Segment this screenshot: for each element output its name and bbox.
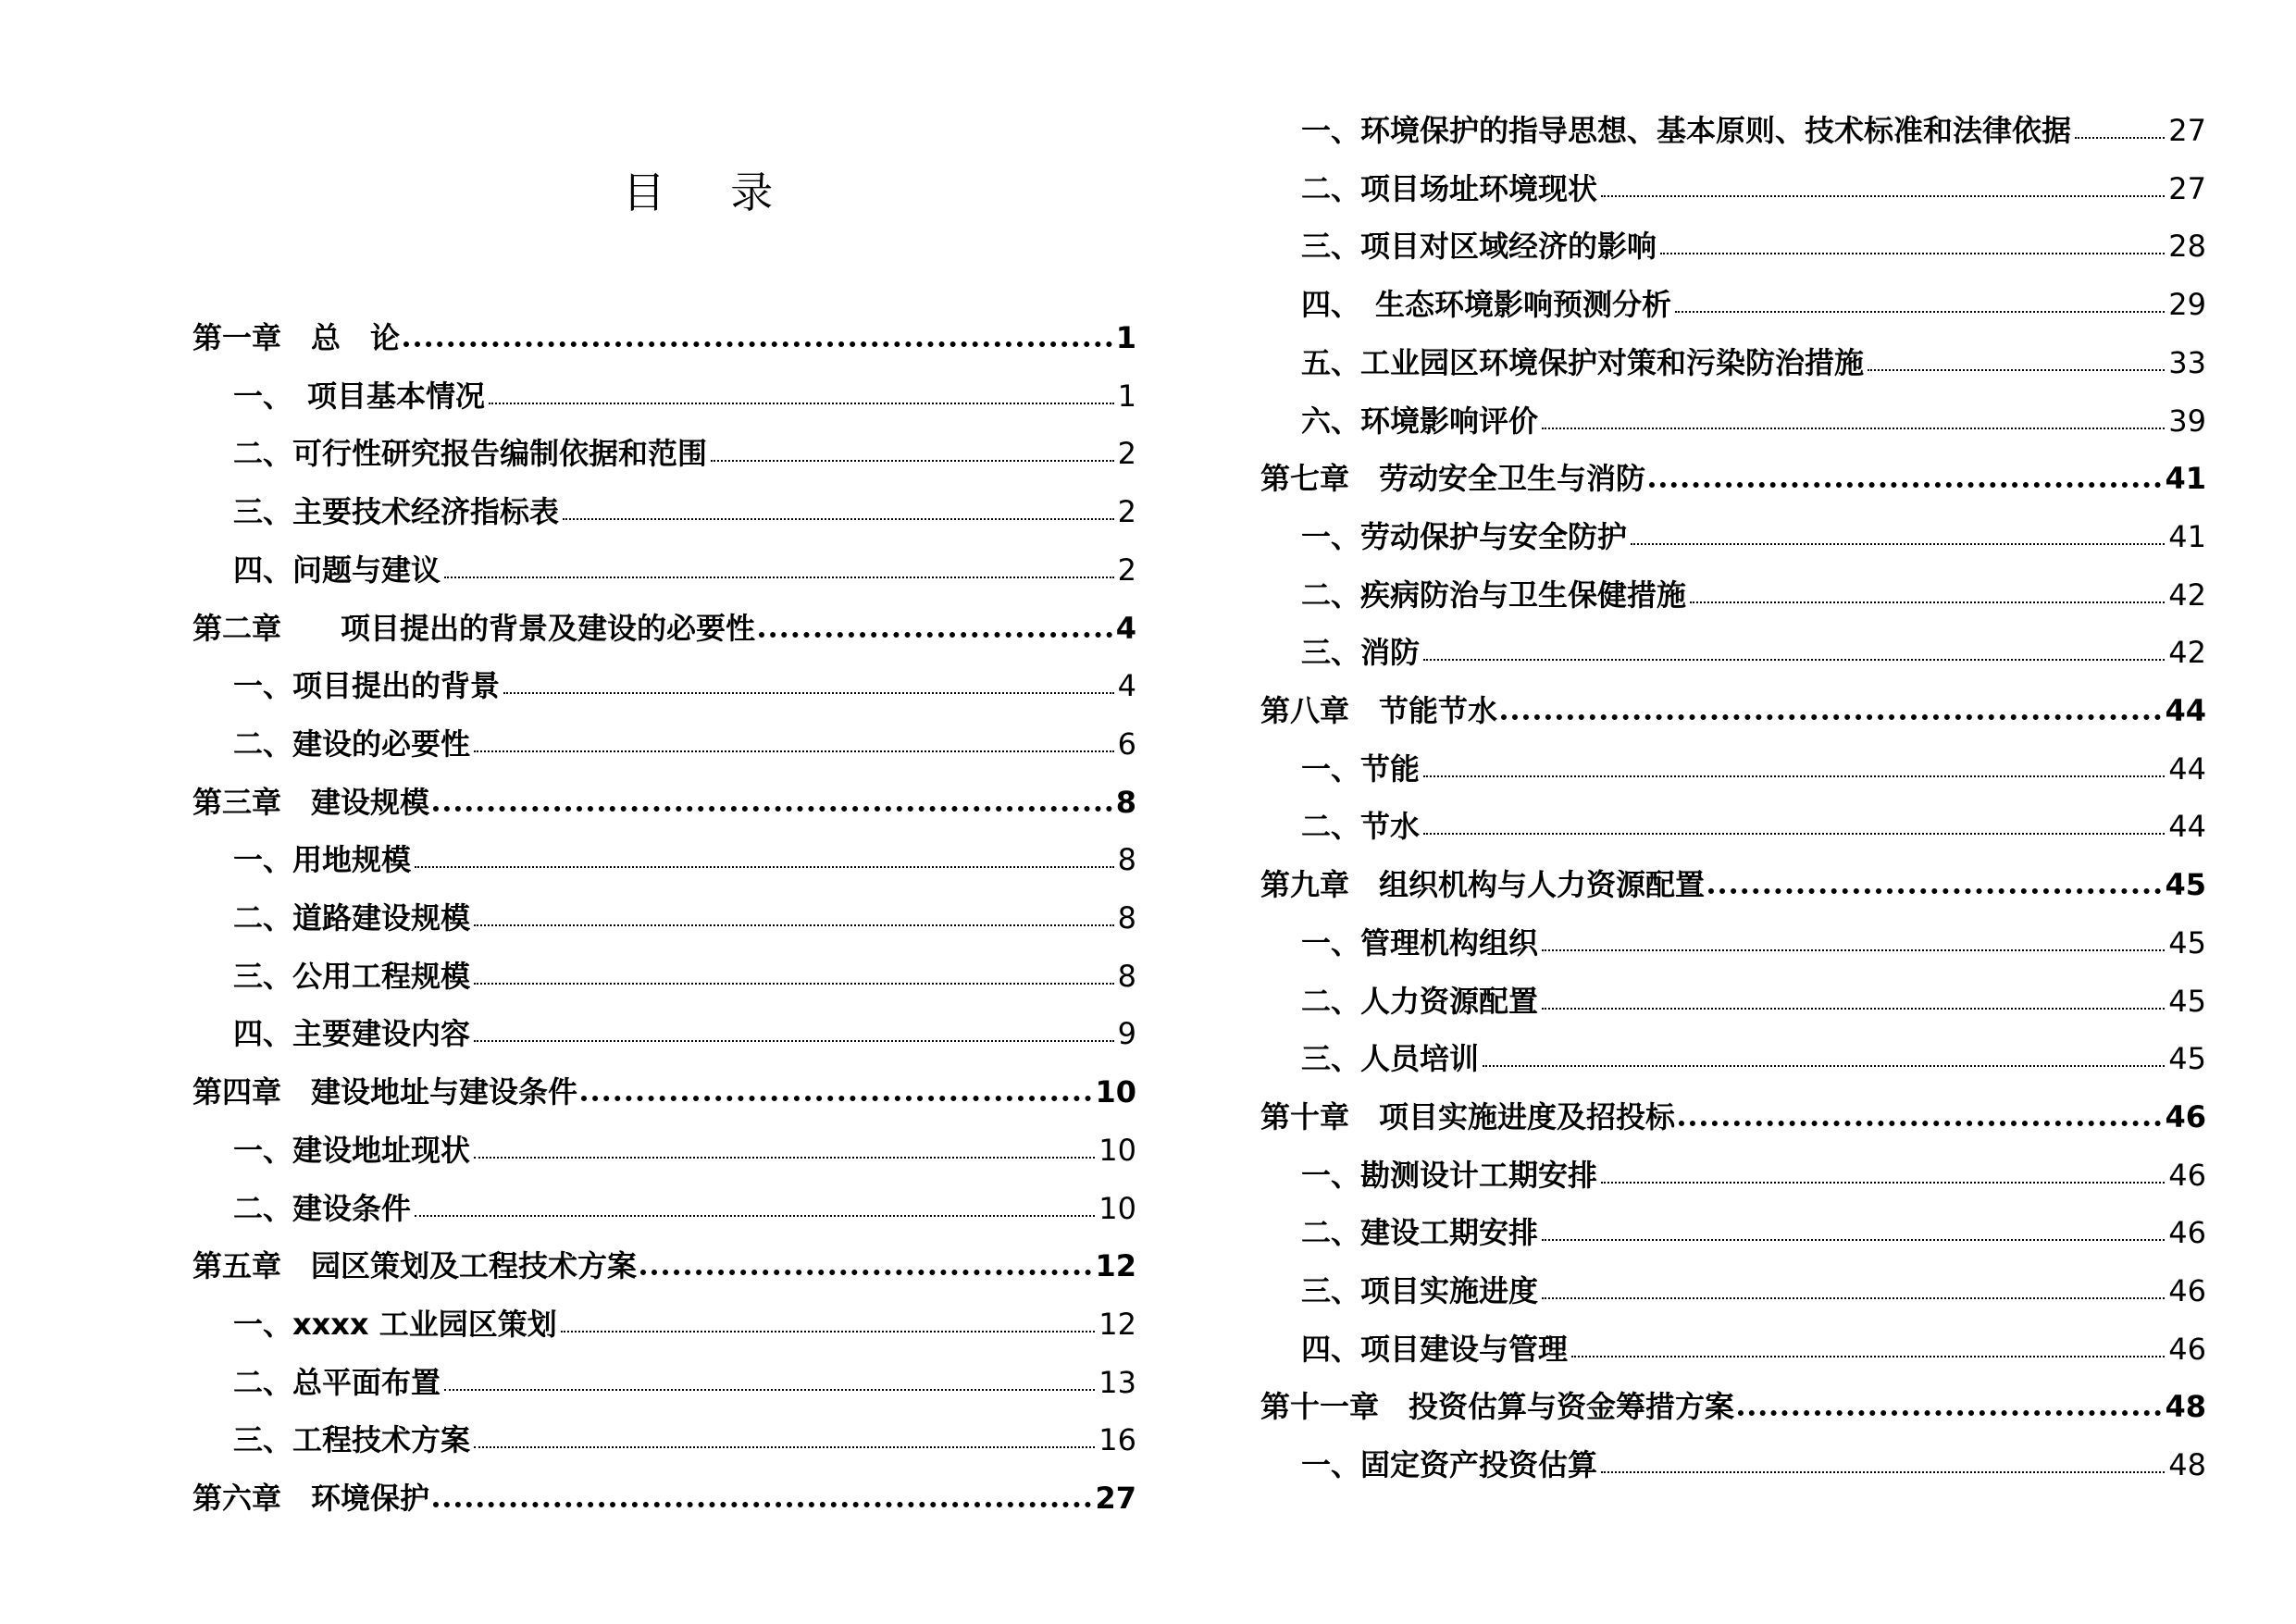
toc-page-number: 41: [2165, 461, 2206, 497]
toc-section-entry[interactable]: [1260, 1149, 2206, 1196]
toc-page-number: 1: [1115, 320, 1136, 355]
dot-leader: [1601, 195, 2165, 197]
dot-leader: [711, 460, 1114, 462]
toc-entry-title: 第五章 园区策划及工程技术方案: [192, 1248, 638, 1284]
dot-leader: [403, 341, 1112, 347]
toc-section-entry[interactable]: [1260, 975, 2206, 1022]
toc-page-number: 10: [1098, 1132, 1136, 1168]
dot-leader: [415, 866, 1114, 868]
toc-section-entry[interactable]: [1260, 395, 2206, 441]
toc-entry-title: 二、总平面布置: [233, 1364, 441, 1400]
toc-entry-title: 一、用地规模: [233, 842, 412, 878]
toc-section-entry[interactable]: [1260, 1033, 2206, 1079]
toc-chapter-entry[interactable]: [192, 1066, 1136, 1112]
toc-entry-title: 一、管理机构组织: [1301, 924, 1539, 961]
toc-section-entry[interactable]: [1260, 105, 2206, 151]
toc-entry-title: 第九章 组织机构与人力资源配置: [1260, 867, 1706, 903]
toc-page-number: 44: [2165, 693, 2206, 728]
toc-entry-title: 二、节水: [1301, 809, 1421, 845]
dot-leader: [1483, 1065, 2165, 1067]
dot-leader: [474, 1157, 1095, 1159]
dot-leader: [433, 1502, 1091, 1507]
dot-leader: [1571, 1356, 2165, 1357]
toc-section-entry[interactable]: [192, 1124, 1136, 1171]
dot-leader: [474, 750, 1114, 752]
toc-section-entry[interactable]: [192, 428, 1136, 474]
toc-entry-title: 第七章 劳动安全卫生与消防: [1260, 461, 1646, 497]
dot-leader: [474, 1446, 1095, 1448]
dot-leader: [415, 1215, 1095, 1217]
toc-entry-title: 一、劳动保护与安全防护: [1301, 518, 1628, 554]
toc-page-number: 2: [1117, 552, 1136, 588]
toc-section-entry[interactable]: [1260, 163, 2206, 209]
toc-entry-title: 二、建设工期安排: [1301, 1215, 1539, 1251]
dot-leader: [1542, 1239, 2165, 1241]
toc-section-entry[interactable]: [1260, 337, 2206, 383]
toc-entry-title: 一、项目提出的背景: [233, 668, 501, 704]
dot-leader: [1690, 601, 2165, 603]
toc-section-entry[interactable]: [192, 950, 1136, 997]
toc-page-number: 29: [2168, 287, 2206, 323]
toc-entry-title: 第八章 节能节水: [1260, 693, 1498, 728]
toc-section-entry[interactable]: [1260, 743, 2206, 789]
toc-entry-title: 第四章 建设地址与建设条件: [192, 1074, 578, 1110]
toc-section-entry[interactable]: [192, 486, 1136, 532]
toc-page-number: 44: [2168, 750, 2206, 787]
toc-page-number: 44: [2168, 809, 2206, 845]
toc-section-entry[interactable]: [1260, 1265, 2206, 1311]
toc-page-number: 6: [1117, 725, 1136, 762]
toc-chapter-entry[interactable]: [1260, 685, 2206, 731]
toc-page-number: 13: [1098, 1364, 1136, 1400]
toc-entry-title: 第十章 项目实施进度及招投标: [1260, 1098, 1676, 1134]
toc-entry-title: 第一章 总 论: [192, 320, 401, 355]
toc-entry-title: 三、人员培训: [1301, 1041, 1480, 1077]
toc-section-entry[interactable]: [1260, 220, 2206, 267]
toc-page-number: 41: [2168, 518, 2206, 554]
toc-chapter-entry[interactable]: [1260, 452, 2206, 499]
dot-leader: [1738, 1410, 2161, 1416]
toc-page-number: 45: [2168, 1041, 2206, 1077]
dot-leader: [503, 692, 1114, 694]
dot-leader: [640, 1270, 1091, 1275]
toc-page-number: 48: [2168, 1447, 2206, 1483]
toc-entry-title: 三、项目实施进度: [1301, 1273, 1539, 1308]
toc-page-number: 48: [2165, 1389, 2206, 1425]
toc-entry-title: 一、勘测设计工期安排: [1301, 1157, 1598, 1193]
toc-entry-title: 一、固定资产投资估算: [1301, 1447, 1598, 1483]
toc-page-number: 4: [1117, 668, 1136, 704]
toc-page-number: 28: [2168, 229, 2206, 265]
dot-leader: [1501, 714, 2161, 720]
toc-page-number: 16: [1098, 1422, 1136, 1458]
toc-section-entry[interactable]: [1260, 626, 2206, 673]
toc-chapter-entry[interactable]: [192, 776, 1136, 823]
toc-entry-title: 一、xxxx 工业园区策划: [233, 1306, 557, 1342]
toc-entry-title: 六、环境影响评价: [1301, 403, 1539, 439]
toc-section-entry[interactable]: [1260, 1207, 2206, 1253]
toc-entry-title: 三、工程技术方案: [233, 1422, 471, 1458]
dot-leader: [474, 924, 1114, 926]
toc-entry-title: 三、消防: [1301, 635, 1421, 671]
toc-chapter-entry[interactable]: [192, 1240, 1136, 1286]
toc-section-entry[interactable]: [1260, 1439, 2206, 1485]
toc-entry-title: 四、问题与建议: [233, 552, 441, 588]
dot-leader: [489, 403, 1114, 404]
dot-leader: [1601, 1471, 2165, 1473]
toc-chapter-entry[interactable]: [1260, 859, 2206, 905]
toc-entry-title: 三、主要技术经济指标表: [233, 494, 560, 530]
toc-chapter-entry[interactable]: [1260, 1091, 2206, 1137]
toc-page-number: 39: [2168, 403, 2206, 439]
toc-entry-title: 三、项目对区域经济的影响: [1301, 229, 1657, 265]
toc-entry-title: 四、项目建设与管理: [1301, 1331, 1569, 1367]
dot-leader: [1660, 253, 2165, 254]
dot-leader: [1423, 775, 2165, 777]
toc-section-entry[interactable]: [192, 1357, 1136, 1403]
toc-section-entry[interactable]: [192, 370, 1136, 416]
page-title: 目 录: [622, 167, 800, 217]
dot-leader: [1542, 1008, 2165, 1010]
dot-leader: [1542, 428, 2165, 429]
toc-section-entry[interactable]: [192, 1298, 1136, 1345]
toc-page-number: 45: [2168, 983, 2206, 1019]
toc-page-number: 27: [1095, 1481, 1136, 1516]
toc-entry-title: 第十一章 投资估算与资金筹措方案: [1260, 1389, 1735, 1425]
toc-entry-title: 一、建设地址现状: [233, 1132, 471, 1168]
toc-page-number: 8: [1117, 842, 1136, 878]
toc-entry-title: 二、道路建设规模: [233, 900, 471, 936]
toc-page-number: 45: [2165, 867, 2206, 903]
dot-leader: [1542, 1297, 2165, 1299]
toc-page-number: 8: [1117, 958, 1136, 994]
toc-entry-title: 一、 项目基本情况: [233, 378, 486, 414]
toc-page-number: 9: [1117, 1016, 1136, 1052]
toc-page-number: 46: [2168, 1157, 2206, 1193]
toc-section-entry[interactable]: [192, 544, 1136, 590]
toc-entry-title: 四、主要建设内容: [233, 1016, 471, 1052]
toc-entry-title: 二、可行性研究报告编制依据和范围: [233, 436, 708, 472]
dot-leader: [1423, 659, 2165, 661]
toc-page-number: 2: [1117, 494, 1136, 530]
toc-section-entry[interactable]: [192, 1414, 1136, 1460]
toc-page-number: 12: [1098, 1306, 1136, 1342]
dot-leader: [759, 632, 1112, 638]
toc-section-entry[interactable]: [192, 1183, 1136, 1229]
dot-leader: [444, 1389, 1095, 1391]
toc-entry-title: 第六章 环境保护: [192, 1481, 430, 1516]
toc-entry-title: 二、人力资源配置: [1301, 983, 1539, 1019]
toc-page-number: 42: [2168, 635, 2206, 671]
toc-page-number: 46: [2168, 1215, 2206, 1251]
toc-page-number: 8: [1115, 784, 1136, 820]
toc-entry-title: 四、 生态环境影响预测分析: [1301, 287, 1672, 323]
dot-leader: [561, 1331, 1096, 1333]
toc-section-entry[interactable]: [192, 660, 1136, 706]
toc-section-entry[interactable]: [192, 1008, 1136, 1054]
toc-entry-title: 第二章 项目提出的背景及建设的必要性: [192, 610, 756, 646]
dot-leader: [1542, 949, 2165, 951]
toc-entry-title: 五、工业园区环境保护对策和污染防治措施: [1301, 344, 1865, 380]
toc-chapter-entry[interactable]: [1260, 1381, 2206, 1427]
toc-page-number: 1: [1117, 378, 1136, 414]
toc-section-entry[interactable]: [1260, 279, 2206, 325]
toc-page-number: 10: [1098, 1190, 1136, 1226]
toc-section-entry[interactable]: [1260, 917, 2206, 963]
dot-leader: [1601, 1182, 2165, 1184]
toc-page-number: 27: [2168, 170, 2206, 206]
toc-section-entry[interactable]: [1260, 511, 2206, 557]
toc-section-entry[interactable]: [192, 718, 1136, 764]
toc-chapter-entry[interactable]: [192, 1472, 1136, 1519]
dot-leader: [581, 1096, 1091, 1101]
dot-leader: [444, 576, 1114, 578]
toc-page-number: 12: [1095, 1248, 1136, 1284]
toc-entry-title: 二、建设条件: [233, 1190, 412, 1226]
dot-leader: [474, 983, 1114, 985]
toc-section-entry[interactable]: [192, 834, 1136, 880]
toc-page-number: 46: [2165, 1098, 2206, 1134]
toc-section-entry[interactable]: [1260, 800, 2206, 847]
toc-page-number: 46: [2168, 1273, 2206, 1308]
dot-leader: [1868, 369, 2165, 371]
toc-page-number: 42: [2168, 576, 2206, 613]
toc-page-number: 10: [1095, 1074, 1136, 1110]
dot-leader: [1631, 543, 2165, 545]
toc-section-entry[interactable]: [192, 892, 1136, 938]
toc-chapter-entry[interactable]: [192, 312, 1136, 358]
toc-entry-title: 一、环境保护的指导思想、基本原则、技术标准和法律依据: [1301, 113, 2072, 148]
toc-entry-title: 二、建设的必要性: [233, 725, 471, 762]
toc-page-number: 45: [2168, 924, 2206, 961]
dot-leader: [433, 806, 1112, 812]
toc-section-entry[interactable]: [1260, 569, 2206, 615]
dot-leader: [1675, 311, 2165, 313]
dot-leader: [1423, 833, 2165, 835]
toc-page-number: 4: [1115, 610, 1136, 646]
toc-entry-title: 三、公用工程规模: [233, 958, 471, 994]
dot-leader: [474, 1040, 1114, 1042]
dot-leader: [1708, 888, 2161, 894]
toc-page-number: 27: [2168, 113, 2206, 148]
toc-page-number: 33: [2168, 344, 2206, 380]
toc-page-number: 46: [2168, 1331, 2206, 1367]
toc-page-number: 8: [1117, 900, 1136, 936]
toc-entry-title: 二、疾病防治与卫生保健措施: [1301, 576, 1687, 613]
toc-page-number: 2: [1117, 436, 1136, 472]
toc-section-entry[interactable]: [1260, 1323, 2206, 1370]
toc-entry-title: 二、项目场址环境现状: [1301, 170, 1598, 206]
dot-leader: [2075, 137, 2165, 139]
dot-leader: [1649, 482, 2161, 488]
dot-leader: [1679, 1121, 2161, 1126]
toc-entry-title: 一、节能: [1301, 750, 1421, 787]
toc-entry-title: 第三章 建设规模: [192, 784, 430, 820]
dot-leader: [563, 518, 1114, 520]
toc-chapter-entry[interactable]: [192, 602, 1136, 649]
